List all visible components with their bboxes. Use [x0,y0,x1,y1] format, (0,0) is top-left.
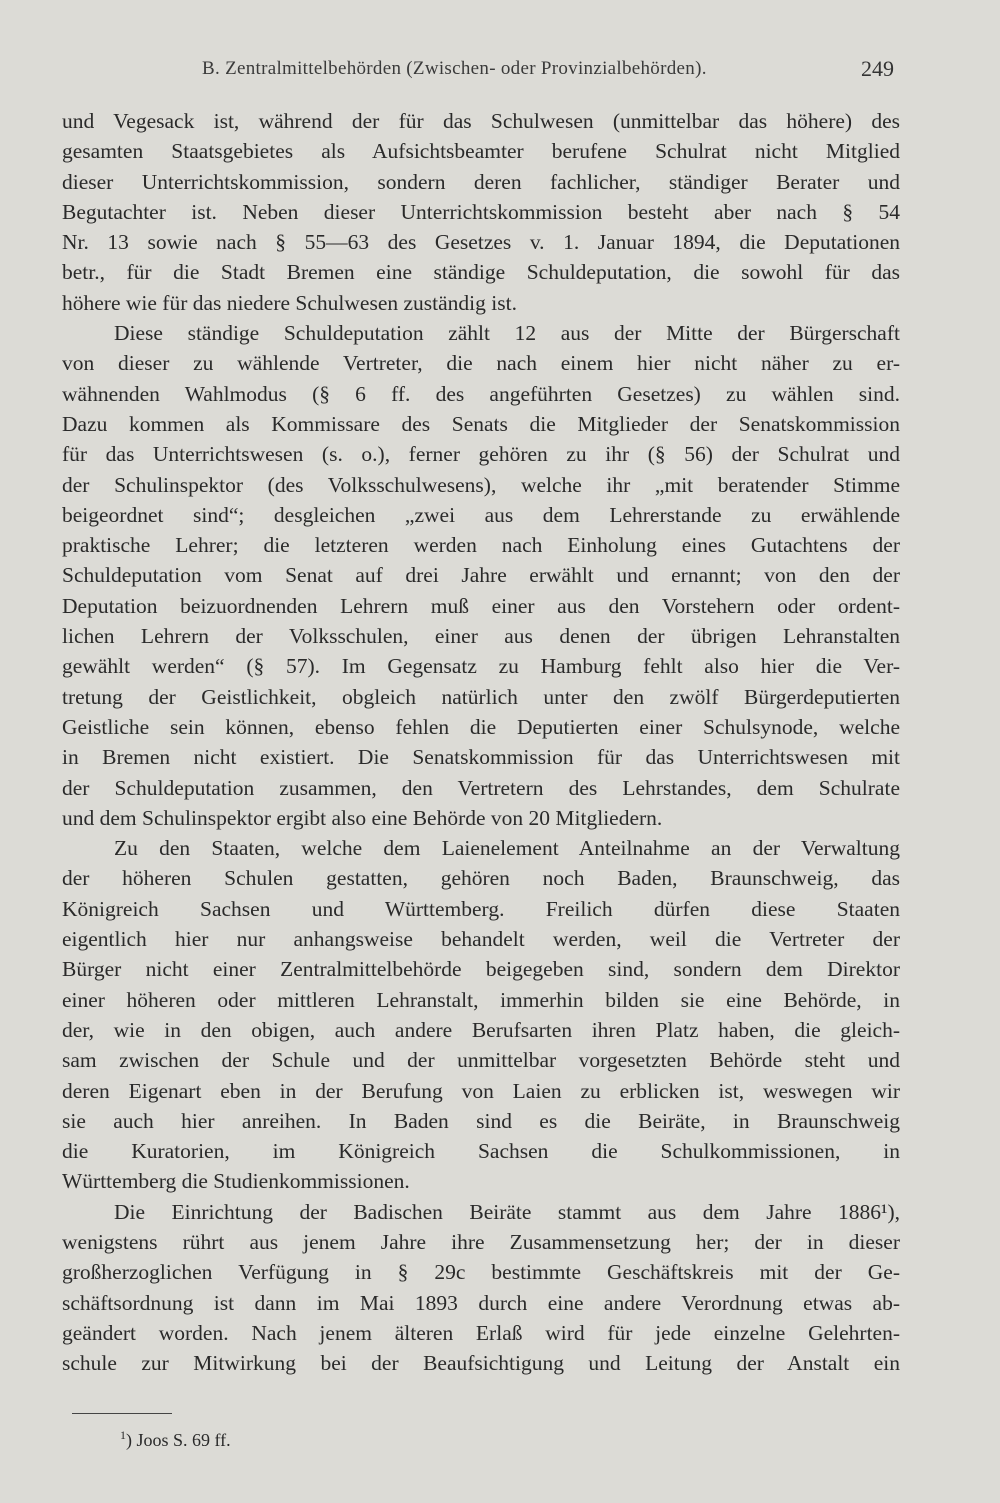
text-line: sie auch hier anreihen. In Baden sind es die Beiräte, in Braunschweig [62,1108,900,1133]
text-line: gewählt werden“ (§ 57). Im Gegensatz zu Hamburg fehlt also hier die Ver- [62,654,900,679]
footnote-text: ) Joos S. 69 ff. [126,1430,231,1450]
text-line: von dieser zu wählende Vertreter, die nach einem hier nicht näher zu er- [62,351,900,376]
text-line: deren Eigenart eben in der Berufung von Laien zu erblicken ist, weswegen wir [62,1078,900,1103]
text-line: Nr. 13 sowie nach § 55—63 des Gesetzes v. 1. Januar 1894, die Deputationen [62,230,900,255]
text-line: der Schulinspektor (des Volksschulwesens), welche ihr „mit beratender Stimme [62,472,900,497]
text-line: die Kuratorien, im Königreich Sachsen die Schulkommissionen, in [62,1139,900,1164]
text-line: Bürger nicht einer Zentralmittelbehörde beigegeben sind, sondern dem Direktor [62,957,900,982]
text-line: höhere wie für das niedere Schulwesen zuständig ist. [62,290,517,315]
text-line: wenigstens rührt aus jenem Jahre ihre Zusammensetzung her; der in dieser [62,1229,900,1254]
text-line: Zu den Staaten, welche dem Laienelement Anteilnahme an der Verwaltung [114,836,900,861]
text-line: Geistliche sein können, ebenso fehlen die Deputierten einer Schulsynode, welche [62,714,900,739]
text-line: Württemberg die Studienkommissionen. [62,1169,410,1194]
body-text [62,106,900,1378]
text-line: eigentlich hier nur anhangsweise behandelt werden, weil die Vertreter der [62,927,900,952]
text-line: Schuldeputation vom Senat auf drei Jahre erwählt und ernannt; von den der [62,563,900,588]
footnote-marker: 1 [120,1428,126,1442]
footnote [120,1428,231,1451]
text-line: Dazu kommen als Kommissare des Senats die Mitglieder der Senatskommission [62,411,900,436]
text-line: beigeordnet sind“; desgleichen „zwei aus dem Lehrerstande zu erwählende [62,502,900,527]
text-line: geändert worden. Nach jenem älteren Erlaß wird für jede einzelne Gelehrten- [62,1320,900,1345]
text-line: Königreich Sachsen und Württemberg. Freilich dürfen diese Staaten [62,896,900,921]
text-line: der Schuldeputation zusammen, den Vertretern des Lehrstandes, dem Schulrate [62,775,900,800]
text-line: Deputation beizuordnenden Lehrern muß einer aus den Vorstehern oder ordent- [62,593,900,618]
text-line: dieser Unterrichtskommission, sondern deren fachlicher, ständiger Berater und [62,169,900,194]
text-line: schule zur Mitwirkung bei der Beaufsichtigung und Leitung der Anstalt ein [62,1351,900,1376]
text-line: und Vegesack ist, während der für das Schulwesen (unmittelbar das höhere) des [62,109,900,133]
text-line: der höheren Schulen gestatten, gehören noch Baden, Braunschweig, das [62,866,900,891]
text-line: in Bremen nicht existiert. Die Senatskommission für das Unterrichtswesen mit [62,745,900,770]
text-line: Begutachter ist. Neben dieser Unterrichtskommission besteht aber nach § 54 [62,199,900,224]
text-line: praktische Lehrer; die letzteren werden nach Einholung eines Gutachtens der [62,533,900,558]
text-line: der, wie in den obigen, auch andere Berufsarten ihren Platz haben, die gleich- [62,1017,900,1042]
text-line: Die Einrichtung der Badischen Beiräte stammt aus dem Jahre 1886¹), [114,1199,900,1224]
text-line: großherzoglichen Verfügung in § 29c bestimmte Geschäftskreis mit der Ge- [62,1260,900,1285]
page-number: 249 [861,56,894,81]
text-line: und dem Schulinspektor ergibt also eine Behörde von 20 Mitgliedern. [62,805,663,830]
text-line: für das Unterrichtswesen (s. o.), ferner gehören zu ihr (§ 56) der Schulrat und [62,442,900,467]
text-line: tretung der Geistlichkeit, obgleich natürlich unter den zwölf Bürgerdeputierten [62,684,900,709]
text-line: lichen Lehrern der Volksschulen, einer aus denen der übrigen Lehranstalten [62,624,900,649]
text-line: betr., für die Stadt Bremen eine ständige Schuldeputation, die sowohl für das [62,260,900,285]
text-line: einer höheren oder mittleren Lehranstalt, immerhin bilden sie eine Behörde, in [62,987,900,1012]
text-line: sam zwischen der Schule und der unmittelbar vorgesetzten Behörde steht und [62,1048,900,1073]
text-line: schäftsordnung ist dann im Mai 1893 durch eine andere Verordnung etwas ab- [62,1290,900,1315]
text-line: gesamten Staatsgebietes als Aufsichtsbeamter berufene Schulrat nicht Mitglied [62,139,900,164]
text-line: Diese ständige Schuldeputation zählt 12 aus der Mitte der Bürgerschaft [114,321,900,346]
text-line: wähnenden Wahlmodus (§ 6 ff. des angeführten Gesetzes) zu wählen sind. [62,381,900,406]
page-header [62,58,894,88]
running-head: B. Zentralmittelbehörden (Zwischen- oder Provinzialbehörden). [202,58,707,79]
footnote-rule [72,1413,172,1414]
